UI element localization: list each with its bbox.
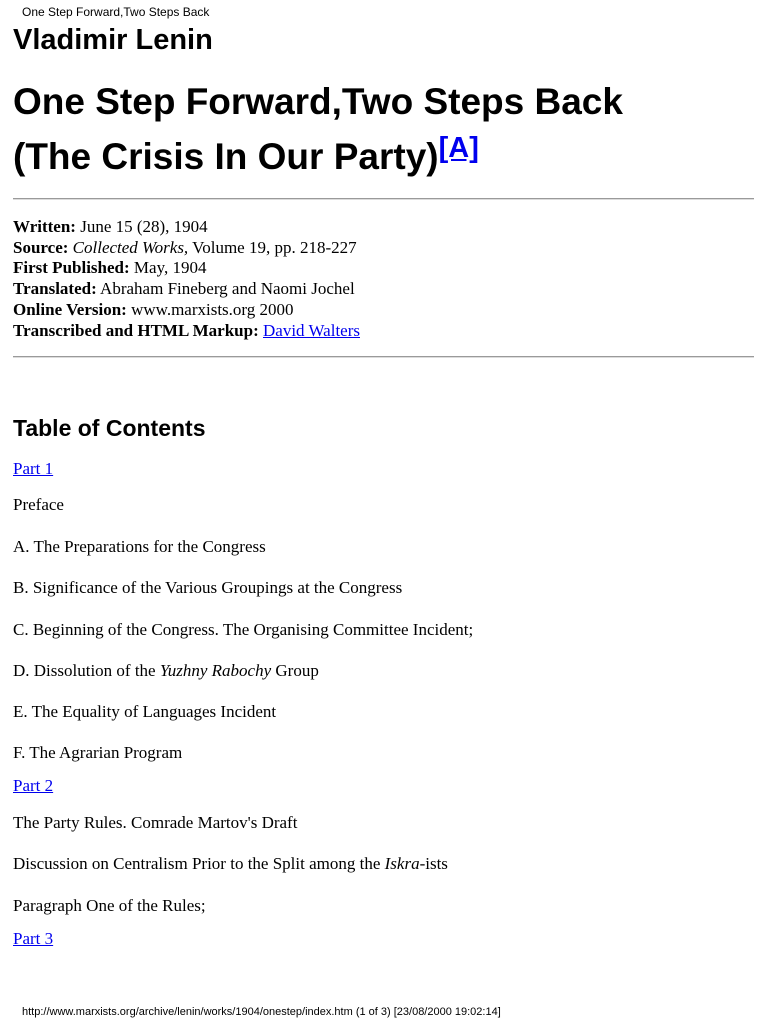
page-title — [13, 78, 753, 180]
footnote-a-link[interactable]: [A] — [438, 132, 479, 164]
toc-item-d — [13, 661, 319, 681]
toc-preface: Preface — [13, 495, 64, 514]
toc-part-1 — [13, 459, 53, 479]
translated-row — [13, 279, 360, 300]
toc-item-b: B. Significance of the Various Groupings at the Congress — [13, 578, 403, 597]
written-row — [13, 217, 360, 238]
first-published-row — [13, 258, 360, 279]
toc-party-rules: The Party Rules. Comrade Martov's Draft — [13, 813, 298, 832]
toc-item-c: C. Beginning of the Congress. The Organising Committee Incident; — [13, 620, 474, 639]
print-header: One Step Forward,Two Steps Back — [22, 5, 210, 19]
transcribed-row — [13, 321, 360, 342]
toc-centralism-em: Iskra — [384, 854, 420, 873]
translated-value: Abraham Fineberg and Naomi Jochel — [96, 279, 355, 299]
toc-item-f: F. The Agrarian Program — [13, 743, 183, 762]
source-work: Collected Works, — [72, 237, 189, 257]
publication-info — [13, 217, 360, 341]
first-published-value: May, 1904 — [129, 258, 207, 278]
toc-part-2 — [13, 776, 53, 796]
title-line-1: One Step Forward,Two Steps Back — [13, 81, 623, 122]
divider-top — [13, 198, 754, 200]
online-version-row — [13, 300, 360, 321]
part-3-link[interactable]: Part 3 — [13, 929, 54, 948]
toc-item-d-prefix: D. Dissolution of the — [13, 661, 160, 680]
toc-centralism — [13, 854, 448, 874]
david-walters-link[interactable]: David Walters — [263, 320, 360, 340]
part-2-link[interactable]: Part 2 — [13, 776, 54, 795]
online-version-label: Online Version: — [13, 299, 127, 319]
translated-label: Translated: — [13, 279, 97, 299]
toc-part-3 — [13, 929, 53, 949]
title-line-2: (The Crisis In Our Party) — [13, 136, 439, 177]
written-label: Written: — [13, 217, 76, 236]
source-label: Source: — [13, 237, 69, 257]
toc-centralism-suffix: -ists — [419, 854, 448, 873]
transcribed-label: Transcribed and HTML Markup: — [13, 320, 259, 340]
toc-item-a: A. The Preparations for the Congress — [13, 537, 266, 556]
toc-centralism-prefix: Discussion on Centralism Prior to the Split among the — [13, 854, 385, 873]
written-value: June 15 (28), 1904 — [75, 217, 208, 236]
toc-heading: Table of Contents — [13, 415, 206, 441]
source-row — [13, 238, 360, 259]
divider-bottom — [13, 356, 754, 358]
author-heading: Vladimir Lenin — [13, 24, 213, 56]
source-value: Volume 19, pp. 218-227 — [188, 237, 357, 257]
first-published-label: First Published: — [13, 258, 130, 278]
toc-item-e: E. The Equality of Languages Incident — [13, 702, 277, 721]
toc-paragraph-one: Paragraph One of the Rules; — [13, 896, 206, 915]
online-version-value: www.marxists.org 2000 — [126, 299, 294, 319]
toc-item-d-em: Yuzhny Rabochy — [159, 661, 272, 680]
toc-item-d-suffix: Group — [271, 661, 319, 680]
print-footer: http://www.marxists.org/archive/lenin/works/1904/onestep/index.htm (1 of 3) [23/08/2000 19:02:14] — [22, 1006, 501, 1018]
part-1-link[interactable]: Part 1 — [13, 459, 54, 478]
